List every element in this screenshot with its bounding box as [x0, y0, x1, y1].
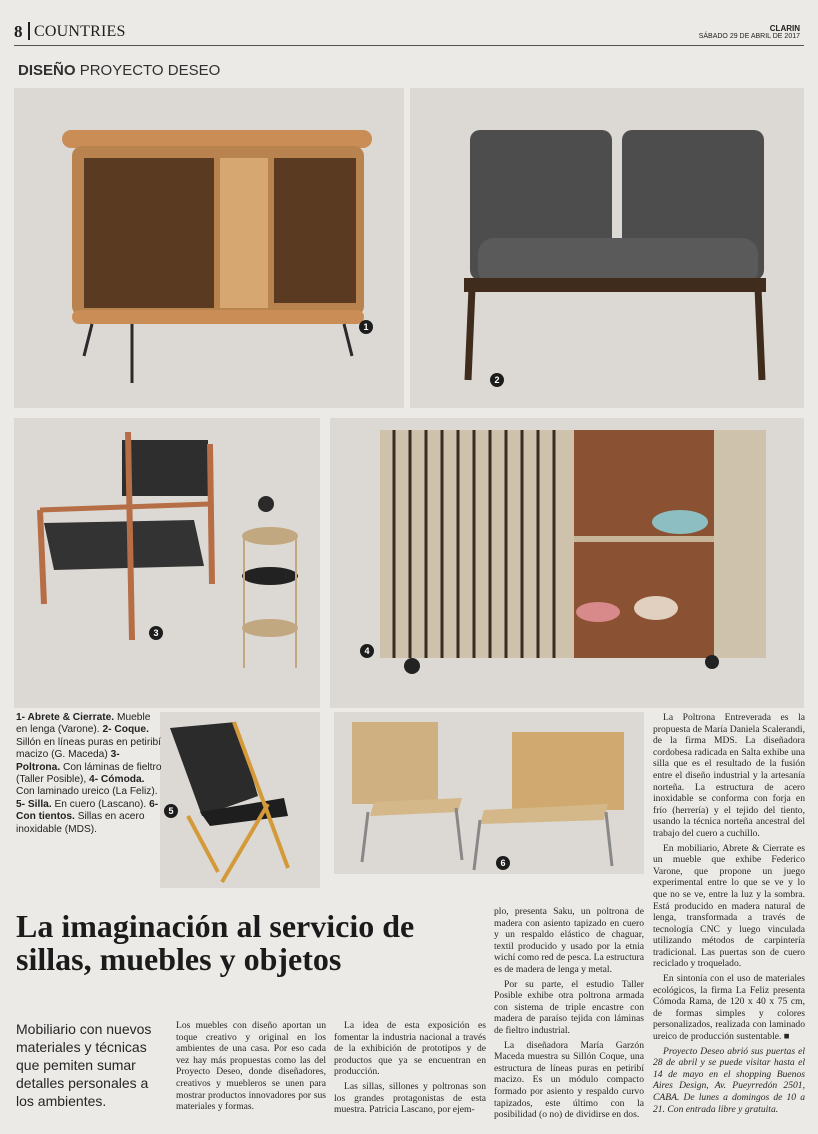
caption-6-title: 6- Con tientos. [16, 798, 159, 823]
caption-3-text: Con láminas de fieltro (Taller Posible), [16, 761, 162, 786]
kicker-bold: DISEÑO [18, 62, 76, 79]
photo-2-armchair [410, 88, 804, 408]
section-name: COUNTRIES [34, 23, 126, 40]
photo-number-badge: 1 [359, 320, 373, 334]
body-column-2 [334, 1020, 486, 1119]
photo-6-chairs [334, 712, 644, 874]
kicker-rest: PROYECTO DESEO [79, 62, 221, 79]
body-paragraph: En mobiliario, Abrete & Cierrate es un mueble que exhibe Federico Varone, que propone un juego experimental entre lo que se ve y lo que no se ve, entre la luz y la sombra. Está producido en madera natural de lenga, transformada a través de tecnología CNC y luego vinculada utilizando métodos de carpintería tradicional. Las puertas son de cuero reciclado y troquelado. [653, 842, 805, 970]
photo-number-badge: 2 [490, 373, 504, 387]
caption-2-text: Sillón en líneas puras en petiribí macizo (G. Maceda) [16, 736, 161, 761]
body-column-1 [176, 1020, 326, 1116]
header-rule [14, 45, 804, 46]
body-paragraph: Las sillas, sillones y poltronas son los grandes protagonistas de esta muestra. Patricia Lascano, por ejem- [334, 1080, 486, 1116]
cabinet-illustration [330, 418, 804, 708]
issue-date: SÁBADO 29 DE ABRIL DE 2017 [698, 33, 800, 40]
photo-1-sideboard [14, 88, 404, 408]
body-paragraph: En sintonía con el uso de materiales ecológicos, la firma La Feliz presenta Cómoda Rama, de 120 x 40 x 75 cm, de formas simples y colores personalizados, realizada con laminado ureico de producción sustentable. ■ [653, 973, 805, 1043]
caption-5-title: 5- Silla. [16, 798, 52, 810]
body-paragraph: La diseñadora María Garzón Maceda muestra su Sillón Coque, una estructura de líneas puras en petiribí macizo. Es un módulo compacto formado por asiento y respaldo curvo tapizados, este último con la posibilidad (o no) de dividirse en dos. [494, 1039, 644, 1121]
caption-4-text: Con laminado ureico (La Feliz). [16, 786, 158, 798]
photo-3-poltrona [14, 418, 320, 708]
body-column-3 [494, 906, 644, 1124]
article-headline: La imaginación al servicio de sillas, muebles y objetos [16, 908, 415, 977]
article-deck: Mobiliario con nuevos materiales y técnicas que pemiten sumar detalles personales a los ambientes. [16, 1021, 152, 1109]
publication-name: CLARIN [769, 24, 800, 33]
body-paragraph: plo, presenta Saku, un poltrona de madera con asiento tapizado en cuero y un respaldo elástico de chaguar, textil producido y usado por la etnia wichí como red de pesca. La estructura es de madera de lenga y metal. [494, 906, 644, 975]
photo-captions [16, 712, 164, 836]
photo-number-badge: 4 [360, 644, 374, 658]
visit-info: Proyecto Deseo abrió sus puertas el 28 de abril y se puede visitar hasta el 14 de mayo en el shopping Buenos Aires Design, Av. Pueyrredón 2501, CABA. De lunes a domingos de 10 a 21. Con entrada libre y gratuita. [653, 1045, 805, 1115]
section-kicker [18, 62, 220, 79]
body-paragraph: Los muebles con diseño aportan un toque creativo y original en los ambientes de una casa. Por eso cada vez hay más propuestas como las del Proyecto Deseo, donde diseñadores, creativos y muebleros se unen para mostrar productos innovadores por sus materiales y formas. [176, 1020, 326, 1113]
photo-number-badge: 3 [149, 626, 163, 640]
body-column-4 [653, 712, 805, 1118]
armchair-illustration [410, 88, 804, 408]
chair-illustration [160, 712, 320, 888]
caption-1-title: 1- Abrete & Cierrate. [16, 712, 115, 723]
body-paragraph: La idea de esta exposición es fomentar la industria nacional a través de la exhibición de prototipos y de productos que ya se encuentran en producción. [334, 1020, 486, 1078]
poltrona-illustration [14, 418, 320, 708]
caption-4-title: 4- Cómoda. [89, 774, 145, 786]
caption-1-text: Mueble en lenga (Varone). [16, 712, 151, 736]
caption-6-text: Sillas en acero inoxidable (MDS). [16, 811, 145, 835]
page-number: 8 [14, 22, 23, 41]
photo-number-badge: 5 [164, 804, 178, 818]
photo-4-cabinet [330, 418, 804, 708]
caption-2-title: 2- Coque. [102, 724, 149, 736]
caption-3-title: 3- Poltrona. [16, 749, 120, 773]
sideboard-illustration [14, 88, 404, 408]
header-separator [28, 22, 30, 40]
photo-5-chair [160, 712, 320, 888]
caption-5-text: En cuero (Lascano). [54, 798, 147, 810]
photo-number-badge: 6 [496, 856, 510, 870]
steel-chairs-illustration [334, 712, 644, 874]
body-paragraph: La Poltrona Entreverada es la propuesta de María Daniela Scalerandi, de la firma MDS. La diseñadora cordobesa radicada en Salta exhibe una silla que es el resultado de la fusión entre el diseño industrial y la artesanía norteña. La estructura de acero inoxidable se conforma con forja en frío (herrería) y el tejido del tiento, usando la técnica norteña ancestral del trabajo del cuero a cuchillo. [653, 712, 805, 839]
body-paragraph: Por su parte, el estudio Taller Posible exhibe otra poltrona armada con sistema de triple encastre con madera de paraíso tejida con láminas de fieltro industrial. [494, 978, 644, 1036]
